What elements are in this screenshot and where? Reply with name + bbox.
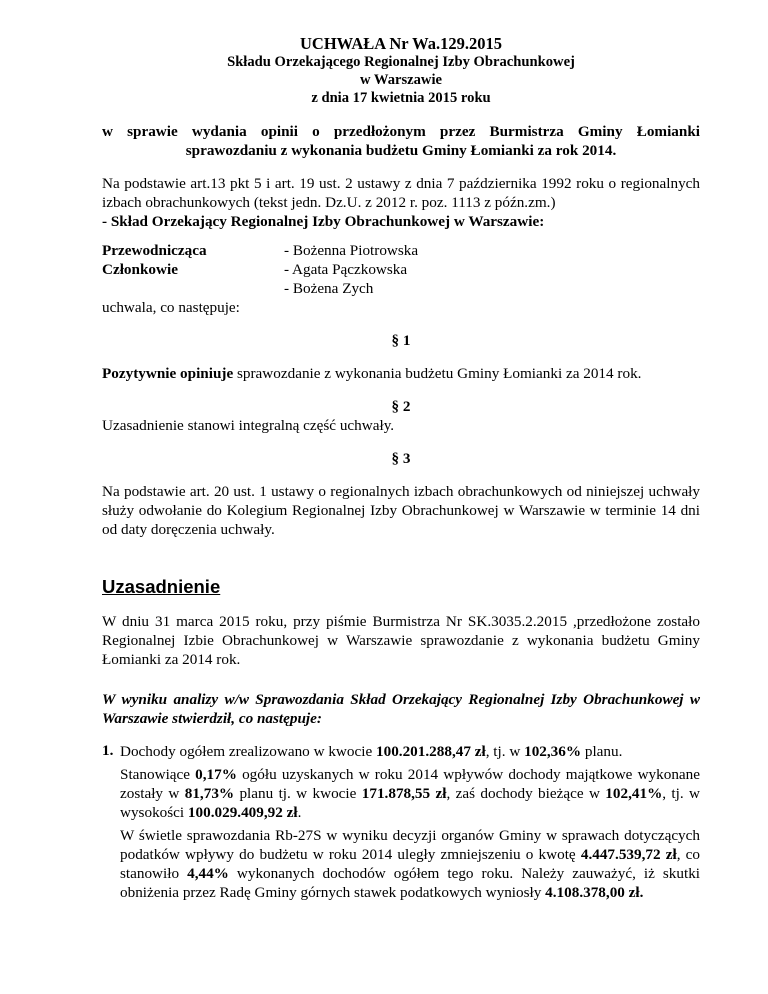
justification-intro: W dniu 31 marca 2015 roku, przy piśmie Burmistrza Nr SK.3035.2.2015 ,przedłożone zostało Regionalnej Izbie Obrachunkowej w Warszawie sprawozdanie z wykonania budżetu Gminy Łomianki za 2014 rok. [102, 613, 700, 668]
document-page [102, 34, 700, 906]
item-number: 1. [102, 742, 114, 759]
subject-line-1: w sprawie wydania opinii o przedłożonym przez Burmistrza Gminy Łomianki [102, 123, 700, 140]
section-1-text [102, 364, 700, 383]
panel-line: - Skład Orzekający Regionalnej Izby Obrachunkowej w Warszawie: [102, 213, 545, 230]
text-run: , tj. w [485, 743, 525, 760]
chair-label: Przewodnicząca [102, 242, 207, 259]
amount-current-income: 100.029.409,92 zł [187, 804, 298, 821]
resolves-line: uchwala, co następuje: [102, 299, 240, 316]
percent-capital-income: 81,73% [184, 785, 235, 802]
item-1-paragraph-3 [120, 826, 700, 902]
section-2-mark: § 2 [391, 398, 411, 415]
section-1-bold: Pozytywnie opiniuje [102, 365, 234, 382]
amount-total-income: 100.201.288,47 zł [376, 743, 486, 760]
justification-finding: W wyniku analizy w/w Sprawozdania Skład Orzekający Regionalnej Izby Obrachunkowej w Warszawie stwierdził, co następuje: [102, 691, 700, 727]
section-1-rest: sprawozdanie z wykonania budżetu Gminy Łomianki za 2014 rok. [233, 365, 642, 382]
amount-rate-reduction: 4.108.378,00 zł. [545, 884, 644, 901]
text-run: Dochody ogółem zrealizowano w kwocie [120, 743, 376, 760]
members-label: Członkowie [102, 261, 178, 278]
text-run: . [297, 804, 302, 821]
member-names [284, 241, 700, 298]
finding-item-1 [102, 742, 700, 906]
text-run: , co stanowiło [120, 846, 700, 882]
section-3-text: Na podstawie art. 20 ust. 1 ustawy o regionalnych izbach obrachunkowych od niniejszej uchwały służy odwołanie do Kolegium Regionalnej Izby Obrachunkowej w Warszawie w terminie 14 dni od daty doręczenia uchwały. [102, 483, 700, 538]
resolution-subject [102, 122, 700, 160]
issuer-line: Składu Orzekającego Regionalnej Izby Obrachunkowej [227, 54, 575, 70]
text-run: Stanowiące [120, 766, 196, 783]
document-header [102, 34, 700, 107]
resolution-date: z dnia 17 kwietnia 2015 roku [311, 90, 491, 106]
legal-basis-text: Na podstawie art.13 pkt 5 i art. 19 ust. 2 ustawy z dnia 7 października 1992 roku o regionalnych izbach obrachunkowych (tekst jedn. Dz.U. z 2012 r. poz. 1113 z późn.zm.) [102, 175, 700, 211]
subject-line-2: sprawozdaniu z wykonania budżetu Gminy Łomianki za rok 2014. [185, 142, 617, 159]
issuer-city: w Warszawie [359, 72, 442, 88]
resolution-title: UCHWAŁA Nr Wa.129.2015 [300, 34, 502, 53]
section-3-mark: § 3 [391, 450, 411, 467]
amount-tax-reduction: 4.447.539,72 zł [580, 846, 677, 863]
item-1-paragraph-1 [120, 742, 700, 761]
panel-members [102, 241, 700, 298]
item-body [120, 742, 700, 906]
percent-current-income: 102,41% [605, 785, 663, 802]
legal-basis [102, 174, 700, 231]
text-run: planu tj. w kwocie [234, 785, 362, 802]
member-name-1: - Agata Pączkowska [284, 261, 408, 278]
section-2-text: Uzasadnienie stanowi integralną część uchwały. [102, 417, 395, 434]
text-run: W świetle sprawozdania Rb-27S w wyniku decyzji organów Gminy w sprawach dotyczących podatków wpływy do budżetu w roku 2014 uległy zmniejszeniu o kwotę [120, 827, 700, 863]
item-1-paragraph-2 [120, 765, 700, 822]
amount-capital-income: 171.878,55 zł [361, 785, 447, 802]
percent-total-income: 102,36% [524, 743, 582, 760]
chair-name: - Bożenna Piotrowska [284, 242, 419, 259]
text-run: planu. [581, 743, 623, 760]
justification-heading: Uzasadnienie [102, 576, 221, 597]
section-1-mark: § 1 [391, 332, 411, 349]
text-run: ogółu uzyskanych w roku 2014 wpływów dochody majątkowe wykonane zostały w [120, 766, 700, 802]
percent-tax-reduction: 4,44% [187, 865, 229, 882]
percent-share: 0,17% [195, 766, 237, 783]
text-run: , zaś dochody bieżące w [446, 785, 606, 802]
text-run: , tj. w wysokości [120, 785, 700, 821]
text-run: wykonanych dochodów ogółem tego roku. Należy zauważyć, iż skutki obniżenia przez Radę Gminy górnych stawek podatkowych wyniosły [120, 865, 701, 901]
member-name-2: - Bożena Zych [284, 280, 374, 297]
member-roles [102, 241, 284, 298]
